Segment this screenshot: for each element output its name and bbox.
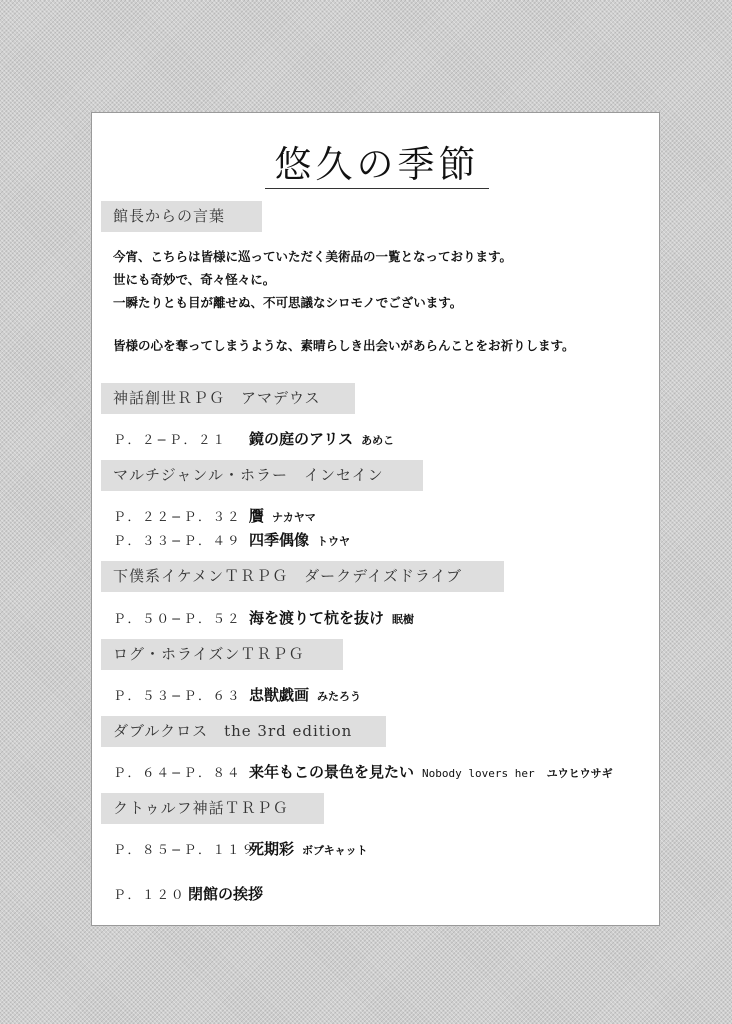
work-title: 死期彩: [249, 840, 295, 858]
intro-line: 今宵、こちらは皆様に巡っていただく美術品の一覧となっております。: [113, 249, 513, 264]
author: ボブキャット: [302, 844, 368, 857]
toc-entry[interactable]: [113, 428, 406, 450]
toc-entry[interactable]: [113, 505, 328, 527]
work-title: 忠獣戯画: [249, 686, 310, 704]
author: ユウヒウサギ: [546, 767, 613, 780]
work-title: 鏡の庭のアリス: [249, 430, 354, 448]
page-range: Ｐ．１２０: [113, 887, 186, 902]
toc-entry[interactable]: [113, 529, 362, 551]
page-range: Ｐ．２２−Ｐ．３２: [113, 509, 242, 524]
document-title: 悠久の季節: [265, 143, 489, 189]
page-range: Ｐ．５０−Ｐ．５２: [113, 611, 242, 626]
section-heading-insane: マルチジャンル・ホラー インセイン: [101, 460, 423, 491]
toc-entry[interactable]: [113, 684, 373, 706]
work-title: 閉館の挨拶: [188, 885, 264, 903]
page-range: Ｐ．２−Ｐ．２１: [113, 432, 227, 447]
toc-entry[interactable]: [113, 607, 426, 629]
intro-text: [113, 245, 643, 357]
author: トウヤ: [317, 535, 351, 548]
work-title: 海を渡りて杭を抜け: [249, 609, 385, 627]
author: Nobody lovers her: [422, 767, 535, 780]
section-heading-dark-days-drive: 下僕系イケメンＴＲＰＧ ダークデイズドライブ: [101, 561, 504, 592]
work-title: 贋: [249, 507, 265, 525]
section-heading-cthulhu: クトゥルフ神話ＴＲＰＧ: [101, 793, 324, 824]
toc-entry[interactable]: [113, 838, 380, 860]
intro-line: 皆様の心を奪ってしまうような、素晴らしき出会いがあらんことをお祈りします。: [113, 338, 575, 353]
author: あめこ: [361, 434, 395, 447]
page-range: Ｐ．８５−Ｐ．１１９: [113, 842, 256, 857]
page-range: Ｐ．５３−Ｐ．６３: [113, 688, 242, 703]
author: みたろう: [317, 690, 362, 703]
toc-entry-closing[interactable]: [113, 883, 271, 905]
work-title: 四季偶像: [249, 531, 310, 549]
section-heading-log-horizon: ログ・ホライズンＴＲＰＧ: [101, 639, 343, 670]
toc-entry[interactable]: [113, 761, 625, 783]
intro-line: 一瞬たりとも目が離せぬ、不可思議なシロモノでございます。: [113, 295, 463, 310]
work-title: 来年もこの景色を見たい: [249, 763, 415, 781]
section-heading-double-cross: ダブルクロス the 3rd edition: [101, 716, 386, 747]
document-page: [91, 112, 660, 926]
page-range: Ｐ．３３−Ｐ．４９: [113, 533, 242, 548]
section-heading-amadeus: 神話創世ＲＰＧ アマデウス: [101, 383, 355, 414]
page-range: Ｐ．６４−Ｐ．８４: [113, 765, 242, 780]
author: 眠樹: [392, 613, 415, 626]
intro-line: 世にも奇妙で、奇々怪々に。: [113, 272, 276, 287]
intro-heading: 館長からの言葉: [101, 201, 262, 232]
author: ナカヤマ: [272, 511, 316, 524]
